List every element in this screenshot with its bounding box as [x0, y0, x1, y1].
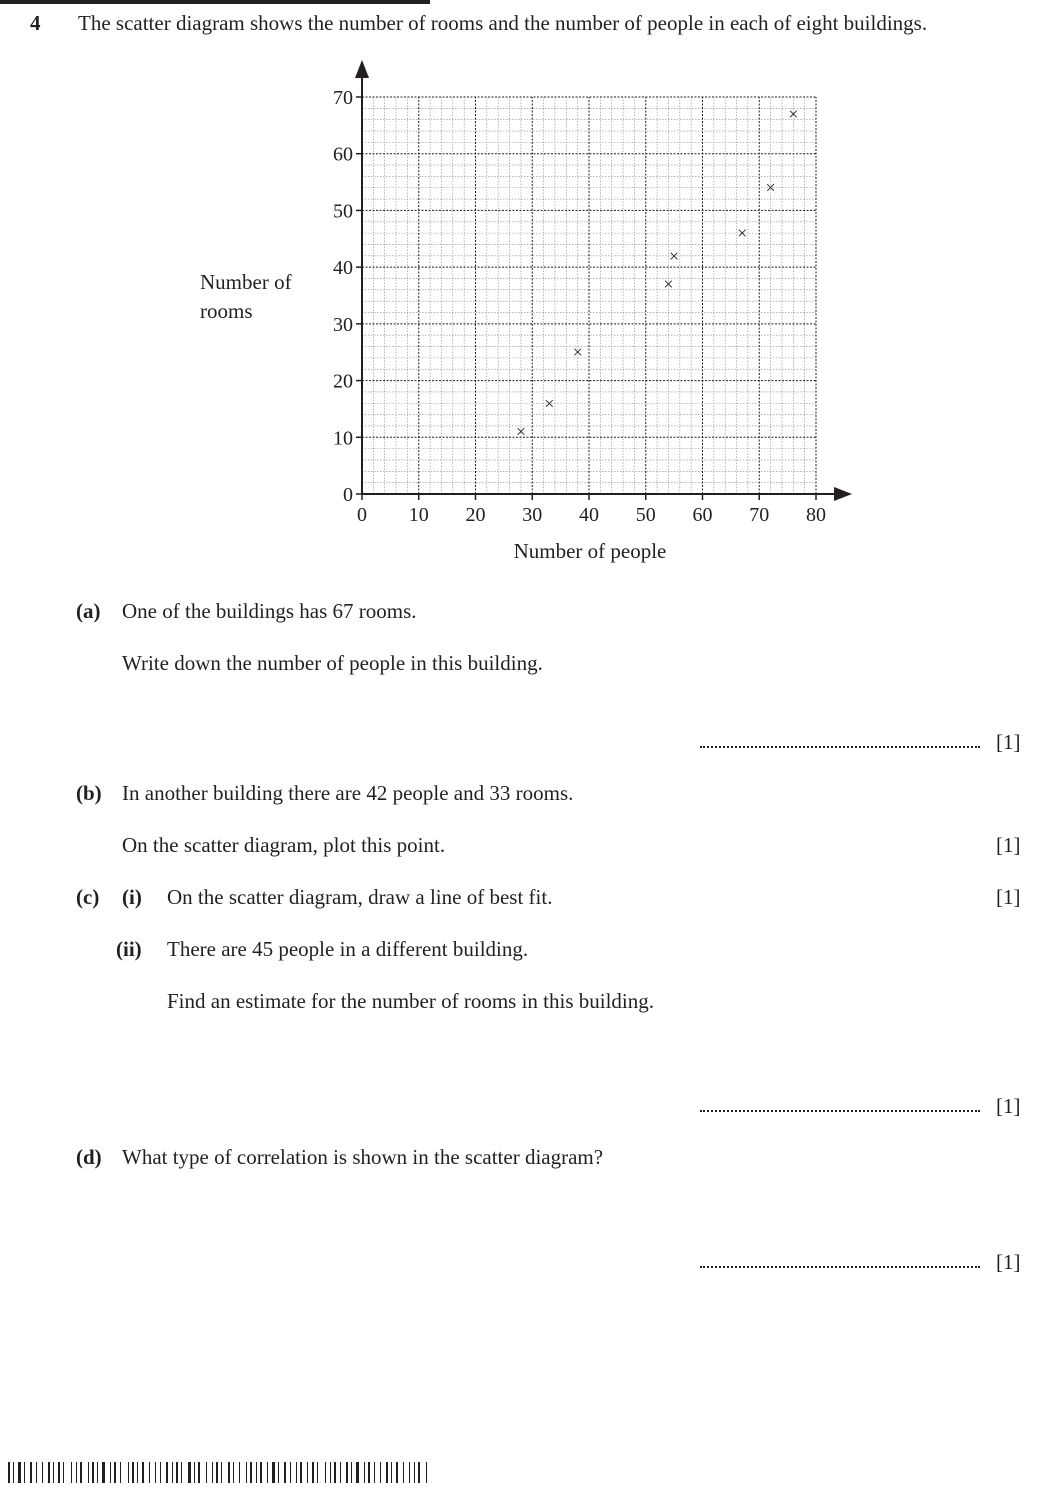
- x-axis-arrow-icon: [834, 487, 852, 501]
- x-tick-label: 80: [806, 504, 826, 526]
- part-c-ii-instruction: Find an estimate for the number of rooms in this building.: [167, 989, 655, 1013]
- part-b-text: In another building there are 42 people and 33 rooms.: [122, 781, 574, 805]
- barcode-bar: [8, 1462, 10, 1483]
- barcode-bar: [128, 1462, 129, 1483]
- barcode-bar: [97, 1462, 98, 1483]
- barcode-bar: [239, 1462, 240, 1483]
- part-b-mark: [1]: [996, 833, 1021, 857]
- barcode-bar: [228, 1462, 230, 1483]
- tick-marks: [356, 97, 816, 500]
- x-tick-label: 40: [579, 504, 599, 526]
- barcode-bar: [216, 1462, 218, 1483]
- y-tick-label: 60: [333, 143, 353, 166]
- barcode-bar: [317, 1462, 318, 1483]
- barcode-bar: [368, 1462, 370, 1483]
- barcode-bar: [278, 1462, 279, 1483]
- barcode-bar: [284, 1462, 286, 1483]
- barcode-bar: [374, 1462, 375, 1483]
- barcode-bar: [120, 1462, 121, 1483]
- barcode-bar: [166, 1462, 168, 1483]
- barcode-bar: [176, 1462, 178, 1483]
- y-tick-label: 30: [333, 313, 353, 336]
- barcode-bar: [181, 1462, 182, 1483]
- barcode-bar: [330, 1462, 331, 1483]
- barcode-bar: [364, 1462, 365, 1483]
- barcode-bar: [380, 1462, 381, 1483]
- barcode-bar: [212, 1462, 213, 1483]
- part-a-mark: [1]: [996, 730, 1021, 754]
- barcode-bar: [312, 1462, 314, 1483]
- question-stem: The scatter diagram shows the number of rooms and the number of people in each of eight buildings.: [78, 11, 928, 35]
- barcode-bar: [114, 1462, 116, 1483]
- barcode-bar: [24, 1462, 25, 1483]
- y-tick-label: 50: [333, 200, 353, 223]
- barcode-bar: [30, 1462, 32, 1483]
- part-b-label: (b): [76, 781, 102, 805]
- barcode-bar: [414, 1462, 415, 1483]
- barcode-bar: [307, 1462, 308, 1483]
- barcode-bar: [13, 1462, 14, 1483]
- part-c-i-mark: [1]: [996, 885, 1021, 909]
- part-c-ii-mark: [1]: [996, 1094, 1021, 1118]
- barcode-bar: [88, 1462, 89, 1483]
- x-tick-label: 50: [635, 504, 656, 526]
- data-point-marker: ×: [663, 274, 674, 295]
- barcode-bar: [137, 1462, 138, 1483]
- data-point-marker: ×: [544, 393, 555, 414]
- part-d-mark: [1]: [996, 1250, 1021, 1274]
- x-tick-label: 0: [357, 504, 367, 526]
- barcode-bar: [132, 1462, 134, 1483]
- barcode-bar: [42, 1462, 43, 1483]
- barcode-bar: [102, 1462, 105, 1483]
- part-d-answer-line[interactable]: [700, 1266, 980, 1268]
- part-c-i-label: (i): [122, 885, 142, 909]
- barcode-bar: [267, 1462, 268, 1483]
- y-axis-arrow-icon: [355, 60, 369, 78]
- barcode-bar: [391, 1462, 392, 1483]
- barcode-bar: [172, 1462, 173, 1483]
- barcode-bar: [63, 1462, 64, 1483]
- barcode-bar: [71, 1462, 72, 1483]
- barcode-bar: [250, 1462, 252, 1483]
- barcode-bar: [260, 1462, 262, 1483]
- barcode-bar: [36, 1462, 37, 1483]
- y-tick-label: 70: [333, 87, 353, 109]
- x-tick-label: 10: [408, 504, 429, 526]
- part-c-ii-answer-line[interactable]: [700, 1110, 980, 1112]
- barcode-bar: [18, 1462, 21, 1483]
- barcode-bar: [194, 1462, 195, 1483]
- data-point-marker: ×: [572, 342, 583, 363]
- barcode-bar: [351, 1462, 352, 1483]
- barcode-bar: [142, 1462, 144, 1483]
- part-a-answer-line[interactable]: [700, 746, 980, 748]
- barcode-bar: [48, 1462, 50, 1483]
- data-point-marker: ×: [788, 104, 799, 125]
- x-tick-label: 70: [749, 504, 770, 526]
- barcode-bar: [80, 1462, 82, 1483]
- barcode-bar: [300, 1462, 302, 1483]
- x-axis-label: Number of people: [513, 539, 667, 563]
- barcode-bar: [206, 1462, 207, 1483]
- page-barcode: [8, 1462, 428, 1483]
- y-tick-label: 40: [333, 257, 353, 280]
- barcode-bar: [418, 1462, 420, 1483]
- barcode-bar: [325, 1462, 326, 1483]
- axes: [355, 60, 852, 501]
- part-c-ii-text: There are 45 people in a different building.: [167, 937, 529, 961]
- barcode-bar: [386, 1462, 388, 1483]
- y-tick-label: 10: [333, 427, 353, 450]
- part-d-text: What type of correlation is shown in the scatter diagram?: [122, 1145, 604, 1169]
- part-a-instruction: Write down the number of people in this building.: [122, 651, 543, 675]
- scatter-diagram[interactable]: [0, 0, 1056, 600]
- barcode-bar: [272, 1462, 275, 1483]
- part-a-text: One of the buildings has 67 rooms.: [122, 599, 417, 623]
- barcode-bar: [290, 1462, 291, 1483]
- barcode-bar: [403, 1462, 404, 1483]
- data-point-marker: ×: [515, 421, 526, 442]
- barcode-bar: [58, 1462, 60, 1483]
- barcode-bar: [340, 1462, 341, 1483]
- barcode-bar: [160, 1462, 161, 1483]
- barcode-bar: [346, 1462, 348, 1483]
- barcode-bar: [53, 1462, 54, 1483]
- barcode-bar: [256, 1462, 257, 1483]
- data-point-marker: ×: [669, 245, 680, 266]
- data-point-marker: ×: [765, 177, 776, 198]
- barcode-bar: [426, 1462, 427, 1483]
- part-c-i-text: On the scatter diagram, draw a line of best fit.: [167, 885, 553, 909]
- barcode-bar: [246, 1462, 247, 1483]
- barcode-bar: [110, 1462, 111, 1483]
- y-axis-label-line1: Number of: [200, 270, 292, 294]
- barcode-bar: [149, 1462, 150, 1483]
- part-b-instruction: On the scatter diagram, plot this point.: [122, 833, 446, 857]
- barcode-bar: [76, 1462, 77, 1483]
- data-point-marker: ×: [737, 223, 748, 244]
- part-c-label: (c): [76, 885, 100, 909]
- barcode-bar: [356, 1462, 359, 1483]
- barcode-bar: [233, 1462, 234, 1483]
- barcode-bar: [296, 1462, 297, 1483]
- barcode-bar: [155, 1462, 156, 1483]
- barcode-bar: [409, 1462, 410, 1483]
- question-number: 4: [30, 11, 41, 35]
- barcode-bar: [334, 1462, 336, 1483]
- barcode-bar: [188, 1462, 191, 1483]
- x-tick-label: 30: [522, 504, 543, 526]
- y-tick-label: 20: [333, 370, 353, 393]
- part-a-label: (a): [76, 599, 101, 623]
- part-d-label: (d): [76, 1145, 102, 1169]
- y-tick-label: 0: [343, 484, 353, 506]
- x-tick-label: 60: [692, 504, 713, 526]
- barcode-bar: [92, 1462, 94, 1483]
- barcode-bar: [396, 1462, 398, 1483]
- x-tick-label: 20: [465, 504, 486, 526]
- y-axis-label-line2: rooms: [200, 299, 253, 323]
- barcode-bar: [198, 1462, 200, 1483]
- barcode-bar: [221, 1462, 222, 1483]
- part-c-ii-label: (ii): [116, 937, 142, 961]
